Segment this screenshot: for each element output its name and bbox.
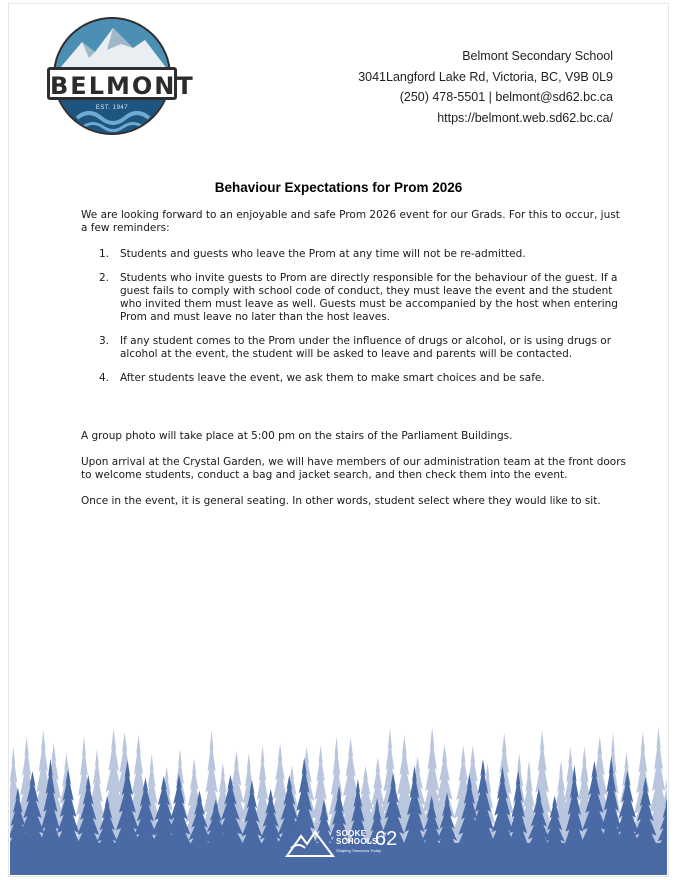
mountain-icon [285,826,335,860]
reminders-list [81,248,626,396]
seating-note: Once in the event, it is general seating. In other words, student select where they would like to sit. [81,495,601,507]
footer-logo-tagline: Shaping Tomorrow Today [336,848,381,853]
contact-line: (250) 478-5501 | belmont@sd62.bc.ca [399,90,613,104]
document-page [8,3,669,877]
list-item-text: After students leave the event, we ask them to make smart choices and be safe. [120,372,545,384]
sooke-schools-logo [285,826,405,860]
list-number: 2. [99,272,110,284]
footer-logo-number: 62 [375,828,398,850]
list-item [81,248,626,261]
group-photo-note: A group photo will take place at 5:00 pm on the stairs of the Parliament Buildings. [81,430,513,442]
street-address: 3041Langford Lake Rd, Victoria, BC, V9B 0L9 [358,69,613,84]
footer-logo-line2: SCHOOLS [336,837,378,846]
school-name: Belmont Secondary School [462,49,613,63]
list-item-text: Students who invite guests to Prom are directly responsible for the behaviour of the guest. If a guest fails to comply with school code of conduct, they must leave the event and the student who invited them must leave as well. Guests must be accompanied by the host when entering Prom and must leave no later than the host leaves. [120,272,618,323]
intro-paragraph: We are looking forward to an enjoyable and safe Prom 2026 event for our Grads. For this to occur, just a few reminders: [81,209,620,234]
list-number: 3. [99,335,110,347]
footer-logo-line1: SOOKE [336,829,367,838]
belmont-logo [37,14,195,139]
logo-established: EST. 1947 [95,105,129,111]
list-number: 4. [99,372,110,384]
list-item [81,272,626,324]
arrival-note: Upon arrival at the Crystal Garden, we will have members of our administration team at the front doors to welcome students, conduct a bag and jacket search, and then check them into the event. [81,456,627,481]
list-item-text: Students and guests who leave the Prom at any time will not be re-admitted. [120,248,526,260]
page-title: Behaviour Expectations for Prom 2026 [214,180,463,195]
list-item [81,372,626,385]
logo-wordmark: BELMONT [47,67,177,100]
list-item [81,335,626,361]
list-item-text: If any student comes to the Prom under the influence of drugs or alcohol, or is using drugs or alcohol at the event, the student will be asked to leave and parents will be contacted. [120,335,612,360]
list-number: 1. [99,248,110,260]
website-link[interactable]: https://belmont.web.sd62.bc.ca/ [437,110,613,125]
school-address-block [358,46,613,128]
